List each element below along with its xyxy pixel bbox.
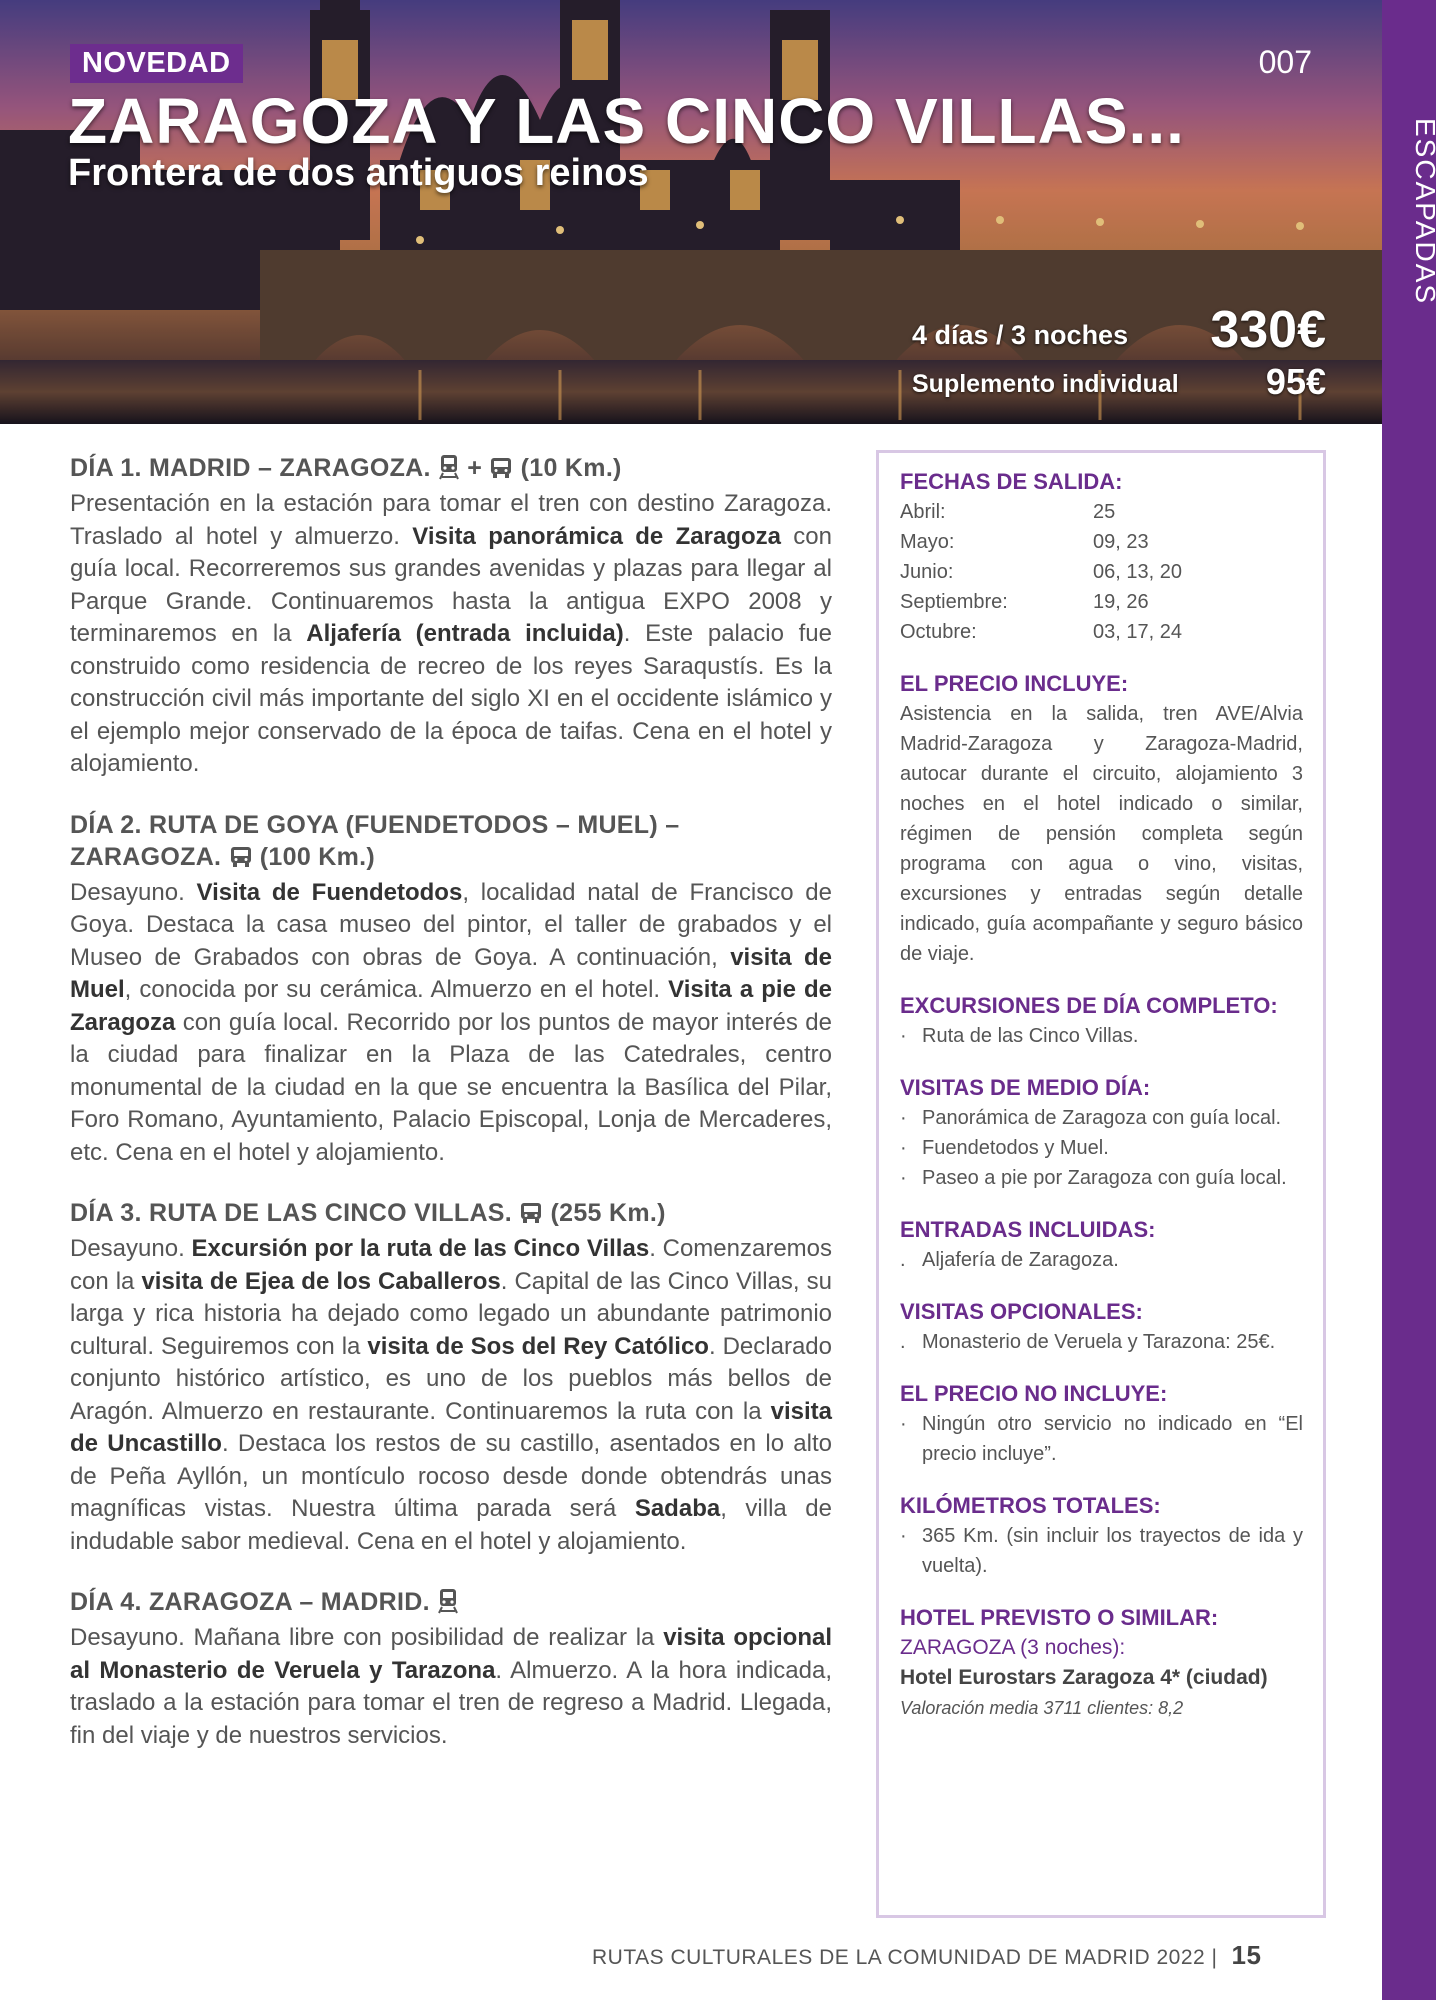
date-month: Junio: [900,561,954,583]
page-number: 15 [1231,1940,1262,1970]
date-month: Septiembre: [900,591,1008,613]
bus-icon [229,845,253,877]
text-segment: . Almuerzo. A la hora indicada, traslado a la estación para tomar el tren de regreso a Madrid. Llegada, fin del viaje y de nuestros servicios. [70,1656,832,1749]
day-distance: (255 Km.) [543,1199,666,1227]
includes-title: EL PRECIO INCLUYE: [900,671,1129,696]
hotel-city: ZARAGOZA (3 noches): [900,1636,1126,1659]
bullet-marker: . [900,1331,906,1353]
day-description [70,877,832,1170]
text-segment: con guía local. Recorreremos sus grandes avenidas y plazas para llegar al Parque Grande. Continuaremos hasta la antigua EXPO 2008 y terminaremos en la [70,522,832,647]
text-segment: Desayuno. [70,878,197,906]
list-item [900,1021,1303,1051]
day-distance: (10 Km.) [513,454,622,482]
list-item [900,1133,1303,1163]
date-days: 06, 13, 20 [1093,561,1182,583]
list-item-text: 365 Km. (sin incluir los trayectos de ida y vuelta). [922,1525,1303,1577]
trip-duration: 4 días / 3 noches [912,320,1129,350]
info-section [900,1215,1303,1275]
highlight-text: visita de Muel [70,943,833,1003]
bullet-marker: · [900,1167,907,1189]
text-segment: , localidad natal de Francisco de Goya. Destaca la casa museo del pintor, el taller de grabados y el Museo de Grabados con obras de Goya. A continuación, [70,878,833,971]
day-title [70,452,832,488]
highlight-text: visita de Ejea de los Caballeros [141,1267,501,1295]
text-segment: . Capital de las Cinco Villas, su larga y rica historia ha dejado como legado un abundante patrimonio cultural. Seguiremos con la [70,1267,832,1360]
info-section-title: ENTRADAS INCLUIDAS: [900,1217,1156,1242]
date-days: 09, 23 [1093,531,1149,553]
list-item-text: Fuendetodos y Muel. [922,1137,1109,1159]
day-title [70,1586,832,1622]
date-row [900,557,1303,587]
departure-dates-list [900,497,1303,647]
text-segment: . Comenzaremos con la [70,1235,833,1295]
list-item [900,1521,1303,1581]
includes-section [900,669,1303,969]
bullet-marker: · [900,1025,907,1047]
day-title [70,809,832,877]
trip-title: ZARAGOZA Y LAS CINCO VILLAS... [68,85,1185,157]
date-row [900,527,1303,557]
bullet-marker: · [900,1525,907,1547]
trip-price: 330€ [1210,301,1326,359]
day-title-text: DÍA 3. RUTA DE LAS CINCO VILLAS. [70,1199,520,1227]
novelty-badge: NOVEDAD [70,44,243,83]
highlight-text: Visita panorámica de Zaragoza [412,522,781,550]
info-section [900,1379,1303,1469]
supplement-price: 95€ [1265,361,1326,402]
day-description [70,1233,832,1558]
date-row [900,617,1303,647]
info-section-title: KILÓMETROS TOTALES: [900,1493,1161,1518]
list-item-text: Monasterio de Veruela y Tarazona: 25€. [922,1331,1276,1353]
hero-banner [0,0,1382,424]
footer-text: RUTAS CULTURALES DE LA COMUNIDAD DE MADRID 2022 | [592,1946,1218,1969]
supplement-label: Suplemento individual [912,370,1179,398]
info-section [900,1297,1303,1357]
list-item [900,1103,1303,1133]
highlight-text: Sadaba [634,1495,721,1522]
text-segment: , villa de indudable sabor medieval. Cena en el hotel y alojamiento. [70,1495,833,1555]
day-title [70,1197,832,1233]
text-segment: . Declarado conjunto histórico artístico, es uno de los pueblos más bellos de Aragón. Almuerzo en restaurante. Continuaremos la ruta con la [70,1332,832,1425]
day-description [70,1622,832,1752]
highlight-text: visita de Sos del Rey Católico [367,1332,709,1360]
list-item-text: Panorámica de Zaragoza con guía local. [922,1107,1282,1129]
day-1 [70,452,832,781]
list-item [900,1409,1303,1469]
plus-sign: + [460,454,490,482]
list-item-text: Paseo a pie por Zaragoza con guía local. [922,1167,1287,1189]
page-footer [592,1940,1312,1971]
date-row [900,587,1303,617]
highlight-text: Visita a pie de Zaragoza [70,976,832,1036]
date-month: Mayo: [900,531,955,553]
info-section [900,1073,1303,1193]
hotel-name: Hotel Eurostars Zaragoza 4* (ciudad) [900,1666,1268,1689]
date-row [900,497,1303,527]
text-segment: Desayuno. Mañana libre con posibilidad de realizar la [70,1624,664,1651]
day-2 [70,809,832,1170]
day-description [70,488,832,781]
text-segment: . Este palacio fue construido como residencia de recreo de los reyes Saraqustís. Es la construcción civil más importante del siglo XI en el occidente islámico y el ejemplo mejor conservado de la época de taifas. Cena en el hotel y alojamiento. [70,620,832,777]
hotel-title: HOTEL PREVISTO O SIMILAR: [900,1605,1219,1630]
train-icon [438,454,460,488]
bullet-marker: · [900,1413,907,1435]
trip-info-box [876,450,1326,1918]
date-days: 25 [1093,501,1116,523]
info-lists [900,991,1303,1581]
hotel-section [900,1603,1303,1723]
day-title-text: DÍA 2. RUTA DE GOYA (FUENDETODOS – MUEL) – ZARAGOZA. [70,810,680,871]
itinerary [70,452,832,1780]
list-item-text: Aljafería de Zaragoza. [922,1249,1119,1271]
day-4 [70,1586,832,1752]
text-segment: Presentación en la estación para tomar el tren con destino Zaragoza. Traslado al hotel y almuerzo. [70,490,832,550]
section-label: ESCAPADAS [1410,118,1441,306]
bus-icon [519,1201,543,1233]
train-icon [437,1588,459,1622]
info-section-title: VISITAS DE MEDIO DÍA: [900,1075,1151,1100]
bus-icon [489,456,513,488]
text-segment: . Destaca los restos de su castillo, asentados en lo alto de Peña Ayllón, un montículo rocoso desde donde obtendrás unas magníficas vistas. Nuestra última parada será [70,1430,832,1522]
highlight-text: visita de Uncastillo [70,1397,832,1457]
highlight-text: Aljafería (entrada incluida) [306,620,624,647]
list-item [900,1163,1303,1193]
day-3 [70,1197,832,1558]
info-section [900,1491,1303,1581]
info-section-title: EXCURSIONES DE DÍA COMPLETO: [900,993,1278,1018]
highlight-text: Excursión por la ruta de las Cinco Villas [191,1235,650,1262]
info-section [900,991,1303,1051]
text-segment: con guía local. Recorrido por los puntos de mayor interés de la ciudad para finalizar en la Plaza de las Catedrales, centro monumental de la ciudad en la que se encuentra la Basílica del Pilar, Foro Romano, Ayuntamiento, Palacio Episcopal, Lonja de Mercaderes, etc. Cena en el hotel y alojamiento. [70,1008,832,1166]
info-section-title: VISITAS OPCIONALES: [900,1299,1143,1324]
day-title-text: DÍA 4. ZARAGOZA – MADRID. [70,1588,438,1616]
date-month: Abril: [900,501,946,523]
departure-dates-title: FECHAS DE SALIDA: [900,469,1123,494]
departure-dates-section [900,467,1303,647]
bullet-marker: · [900,1137,907,1159]
list-item-text: Ningún otro servicio no indicado en “El precio incluye”. [922,1413,1303,1465]
bullet-marker: · [900,1107,907,1129]
trip-subtitle: Frontera de dos antiguos reinos [68,152,649,194]
list-item [900,1327,1303,1357]
text-segment: Desayuno. [70,1235,192,1262]
info-section-title: EL PRECIO NO INCLUYE: [900,1381,1168,1406]
highlight-text: visita opcional al Monasterio de Veruela y Tarazona [70,1624,833,1684]
hotel-rating: Valoración media 3711 clientes: 8,2 [900,1698,1184,1718]
date-days: 03, 17, 24 [1093,621,1182,643]
text-segment: , conocida por su cerámica. Almuerzo en el hotel. [124,976,669,1003]
date-month: Octubre: [900,621,977,643]
trip-reference: 007 [1258,44,1312,80]
list-item [900,1245,1303,1275]
includes-text: Asistencia en la salida, tren AVE/Alvia Madrid-Zaragoza y Zaragoza-Madrid, autocar durante el circuito, alojamiento 3 noches en el hotel indicado o similar, régimen de pensión completa según programa con agua o vino, visitas, excursiones y entradas según detalle indicado, guía acompañante y seguro básico de viaje. [900,703,1303,965]
day-distance: (100 Km.) [252,842,376,871]
bullet-marker: . [900,1249,906,1271]
list-item-text: Ruta de las Cinco Villas. [922,1025,1139,1047]
date-days: 19, 26 [1093,591,1149,613]
highlight-text: Visita de Fuendetodos [196,878,463,906]
day-title-text: DÍA 1. MADRID – ZARAGOZA. [70,454,438,482]
